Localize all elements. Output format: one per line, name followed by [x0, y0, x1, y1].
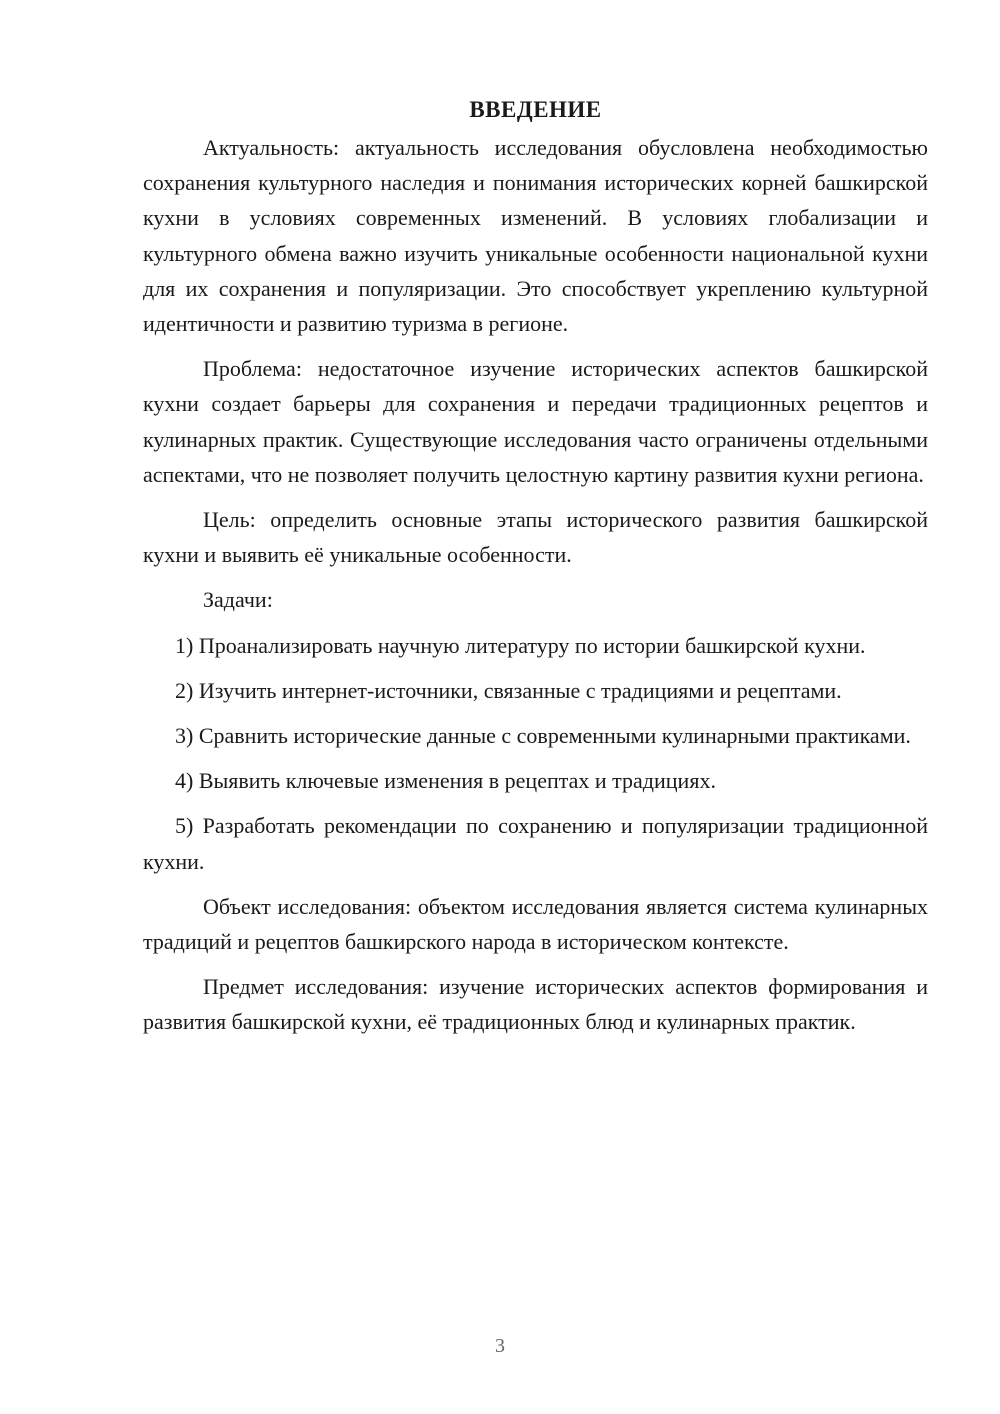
task-item-1: 1) Проанализировать научную литературу по истории башкирской кухни.: [175, 632, 866, 658]
task-item-5: 5) Разработать рекомендации по сохранению и популяризации традиционной кухни.: [143, 813, 928, 874]
relevance-paragraph: Актуальность: актуальность исследования обусловлена необходимостью сохранения культурного наследия и понимания исторических корней башкирской кухни в условиях современных изменений. В условиях глобализации и культурного обмена важно изучить уникальные особенности национальной кухни для их сохранения и популяризации. Это способствует укреплению культурной идентичности и развитию туризма в регионе.: [143, 135, 928, 337]
object-paragraph: Объект исследования: объектом исследования является система кулинарных традиций и рецептов башкирского народа в историческом контексте.: [143, 893, 928, 955]
subject-paragraph: Предмет исследования: изучение исторических аспектов формирования и развития башкирской кухни, её традиционных блюд и кулинарных практик.: [143, 974, 928, 1035]
document-page: [143, 92, 928, 1040]
task-item-2: 2) Изучить интернет-источники, связанные с традициями и рецептами.: [175, 677, 842, 703]
task-item-4: 4) Выявить ключевые изменения в рецептах и традициях.: [175, 768, 716, 794]
tasks-heading: Задачи:: [203, 587, 273, 613]
problem-paragraph: Проблема: недостаточное изучение исторических аспектов башкирской кухни создает барьеры для сохранения и передачи традиционных рецептов и кулинарных практик. Существующие исследования часто ограничены отдельными аспектами, что не позволяет получить целостную картину развития кухни региона.: [143, 356, 928, 487]
goal-paragraph: Цель: определить основные этапы исторического развития башкирской кухни и выявить её уникальные особенности.: [143, 507, 928, 568]
page-number: 3: [495, 1335, 505, 1357]
task-item-3: 3) Сравнить исторические данные с современными кулинарными практиками.: [175, 723, 911, 749]
page-title: ВВЕДЕНИЕ: [469, 97, 602, 122]
